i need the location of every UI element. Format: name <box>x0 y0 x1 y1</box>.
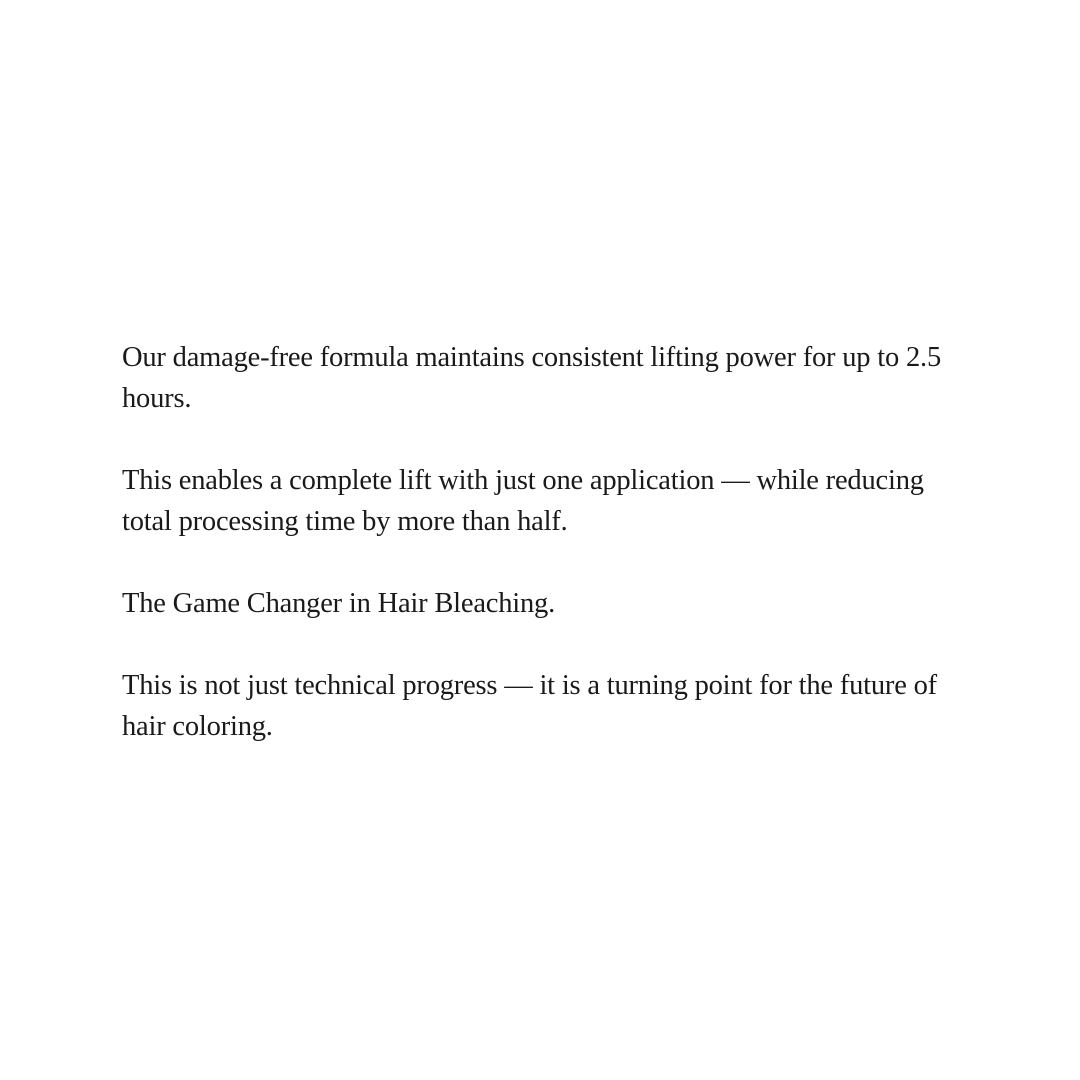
paragraph-game-changer: The Game Changer in Hair Bleaching. <box>122 588 556 619</box>
paragraph-turning-point: This is not just technical progress — it is a turning point for the future of hair coloring. <box>122 670 937 742</box>
body-text <box>122 337 952 747</box>
paragraph-formula-duration: Our damage-free formula maintains consistent lifting power for up to 2.5 hours. <box>122 342 941 414</box>
paragraph-single-application: This enables a complete lift with just one application — while reducing total processing time by more than half. <box>122 465 924 537</box>
